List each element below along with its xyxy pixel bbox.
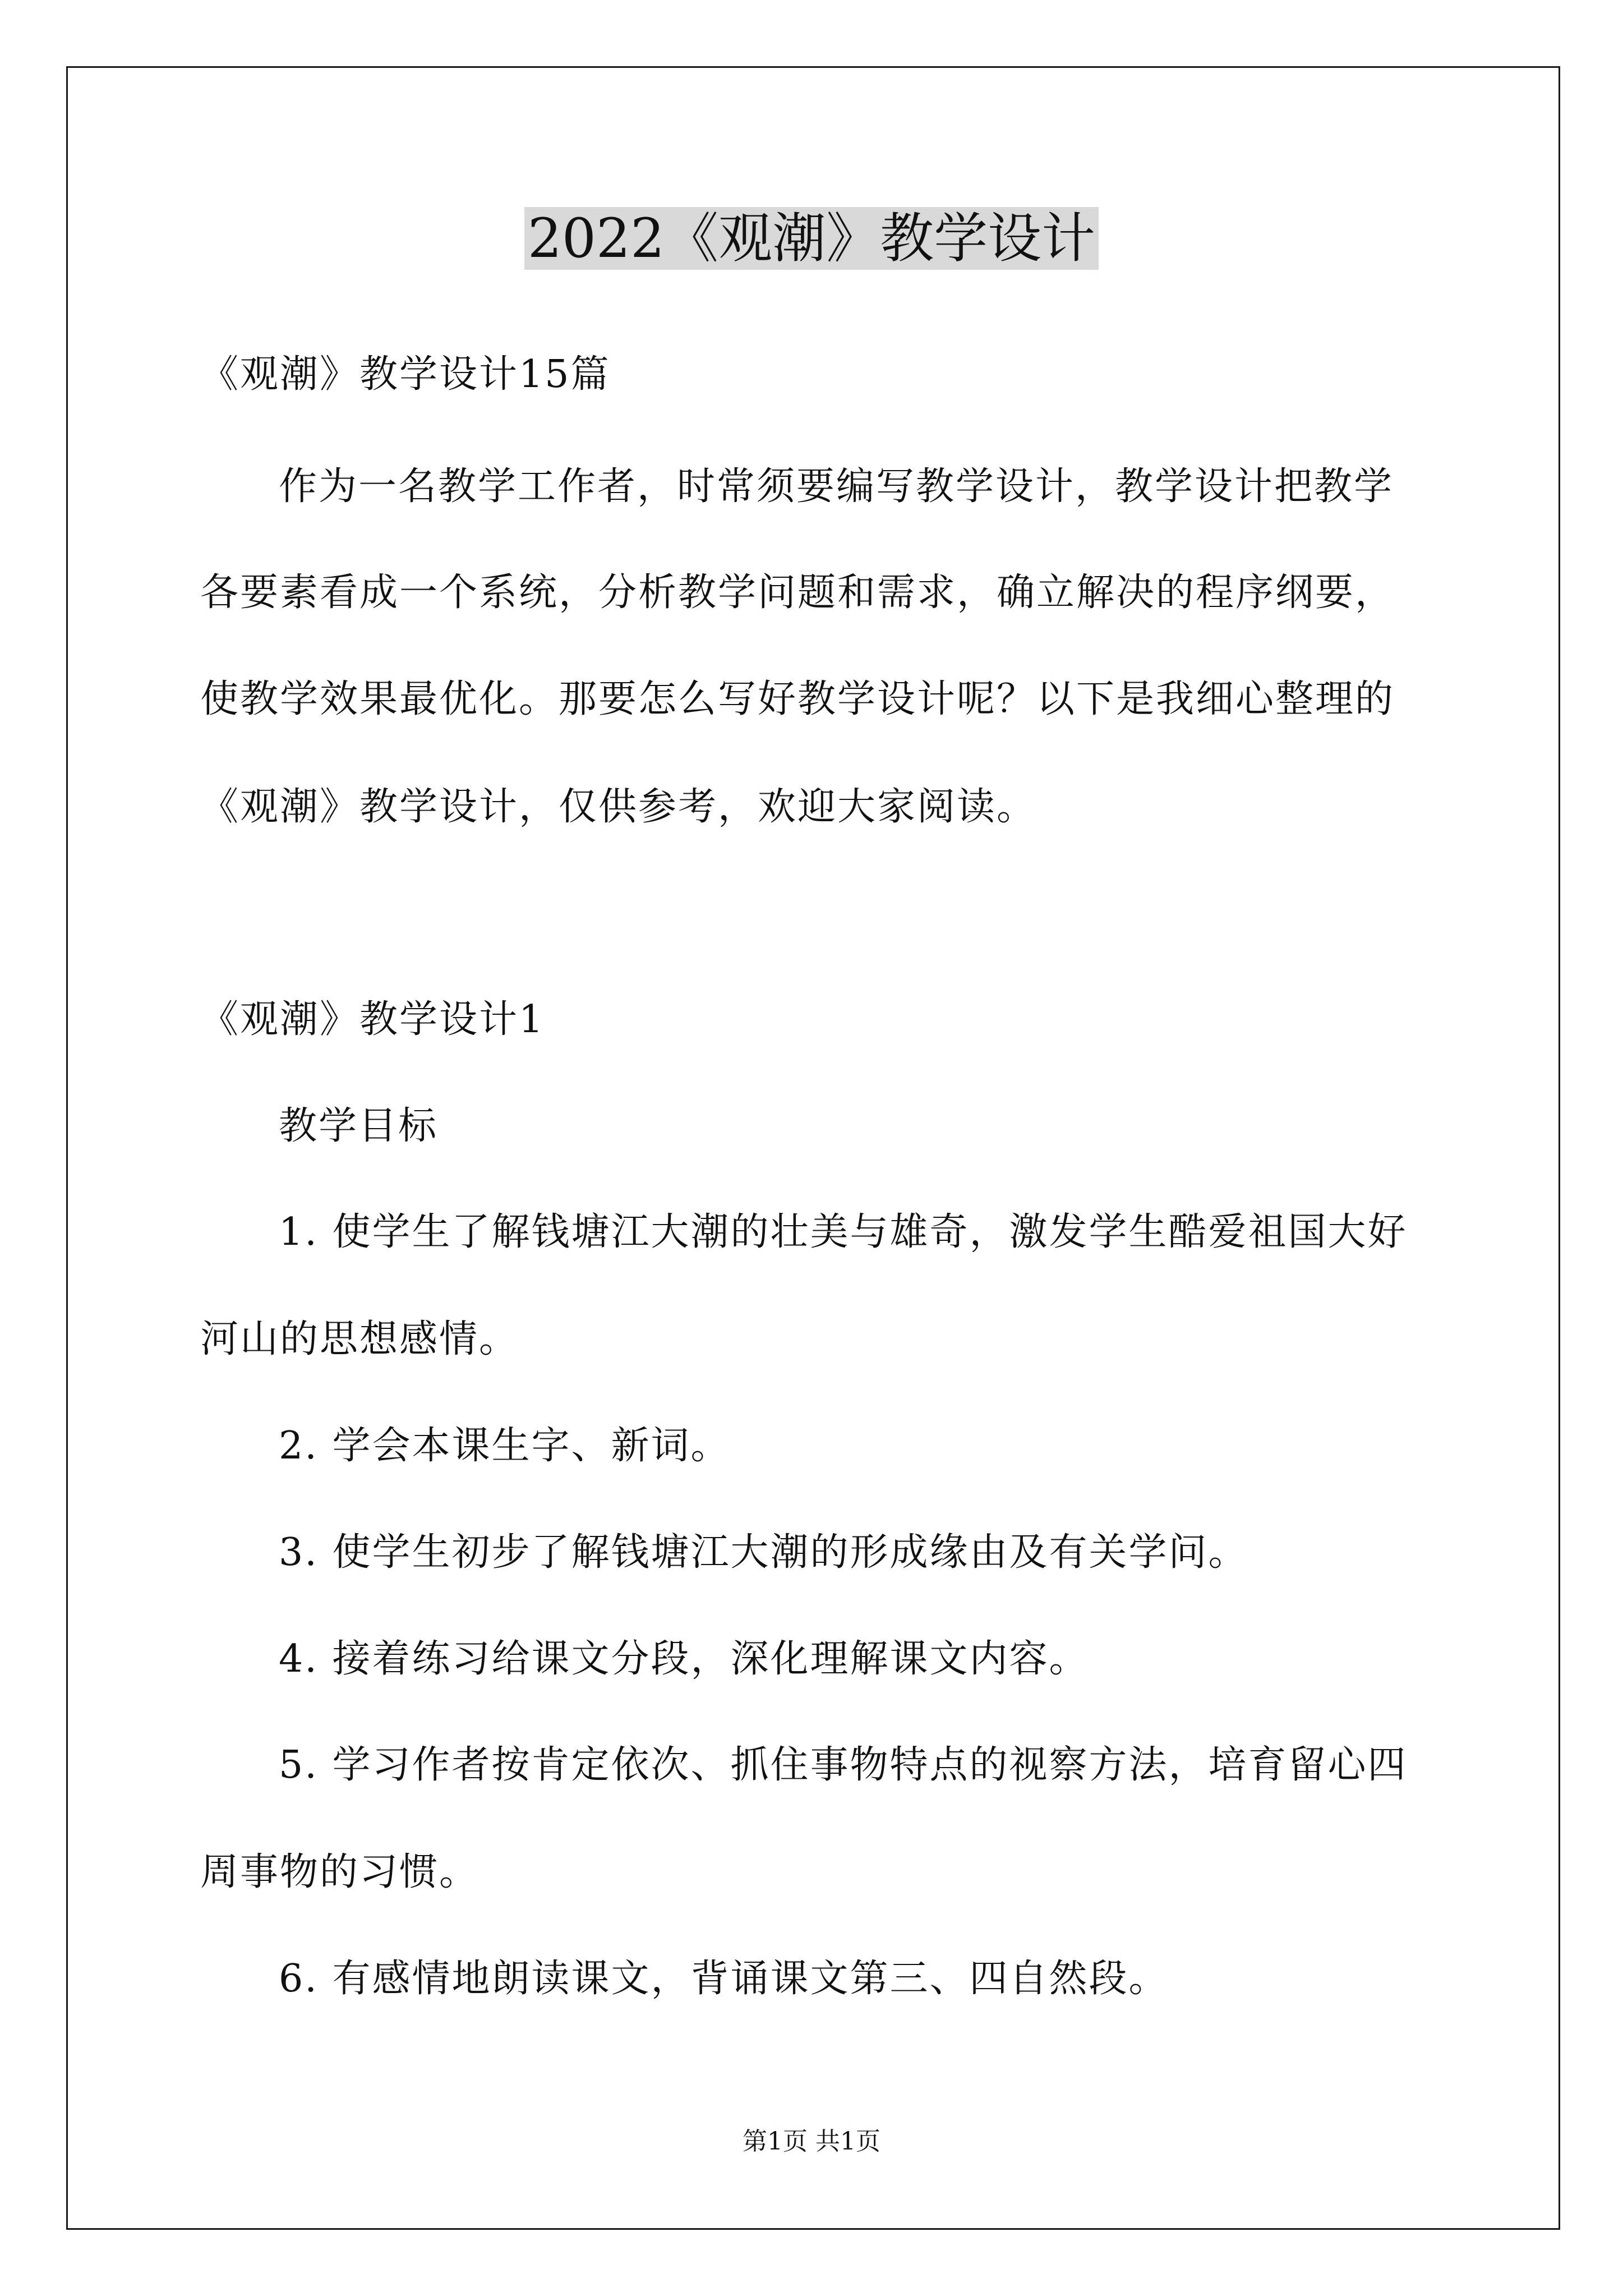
goal-line-7: 周事物的习惯。 (200, 1850, 479, 1894)
document-title-text: 2022《观潮》教学设计 (524, 207, 1099, 270)
goal-line-4: 3. 使学生初步了解钱塘江大潮的形成缘由及有关学问。 (279, 1530, 1248, 1575)
document-subtitle: 《观潮》教学设计15篇 (200, 352, 611, 397)
document-title (0, 199, 1623, 278)
goal-line-5: 4. 接着练习给课文分段，深化理解课文内容。 (279, 1637, 1089, 1681)
goal-line-8: 6. 有感情地朗读课文，背诵课文第三、四自然段。 (279, 1957, 1169, 2001)
intro-line-2: 各要素看成一个系统，分析教学问题和需求，确立解决的程序纲要， (200, 570, 1395, 615)
goals-heading: 教学目标 (279, 1104, 439, 1148)
goal-line-1: 1. 使学生了解钱塘江大潮的壮美与雄奇，激发学生酷爱祖国大好 (279, 1210, 1408, 1254)
goal-line-3: 2. 学会本课生字、新词。 (279, 1424, 731, 1468)
intro-line-4: 《观潮》教学设计，仅供参考，欢迎大家阅读。 (200, 785, 1037, 829)
page-footer: 第1页 共1页 (743, 2127, 880, 2156)
goal-line-6: 5. 学习作者按肯定依次、抓住事物特点的视察方法，培育留心四 (279, 1743, 1408, 1787)
intro-line-3: 使教学效果最优化。那要怎么写好教学设计呢？以下是我细心整理的 (200, 677, 1395, 721)
goal-line-2: 河山的思想感情。 (200, 1317, 519, 1361)
section-heading: 《观潮》教学设计1 (200, 997, 545, 1042)
intro-line-1: 作为一名教学工作者，时常须要编写教学设计，教学设计把教学 (279, 464, 1394, 509)
